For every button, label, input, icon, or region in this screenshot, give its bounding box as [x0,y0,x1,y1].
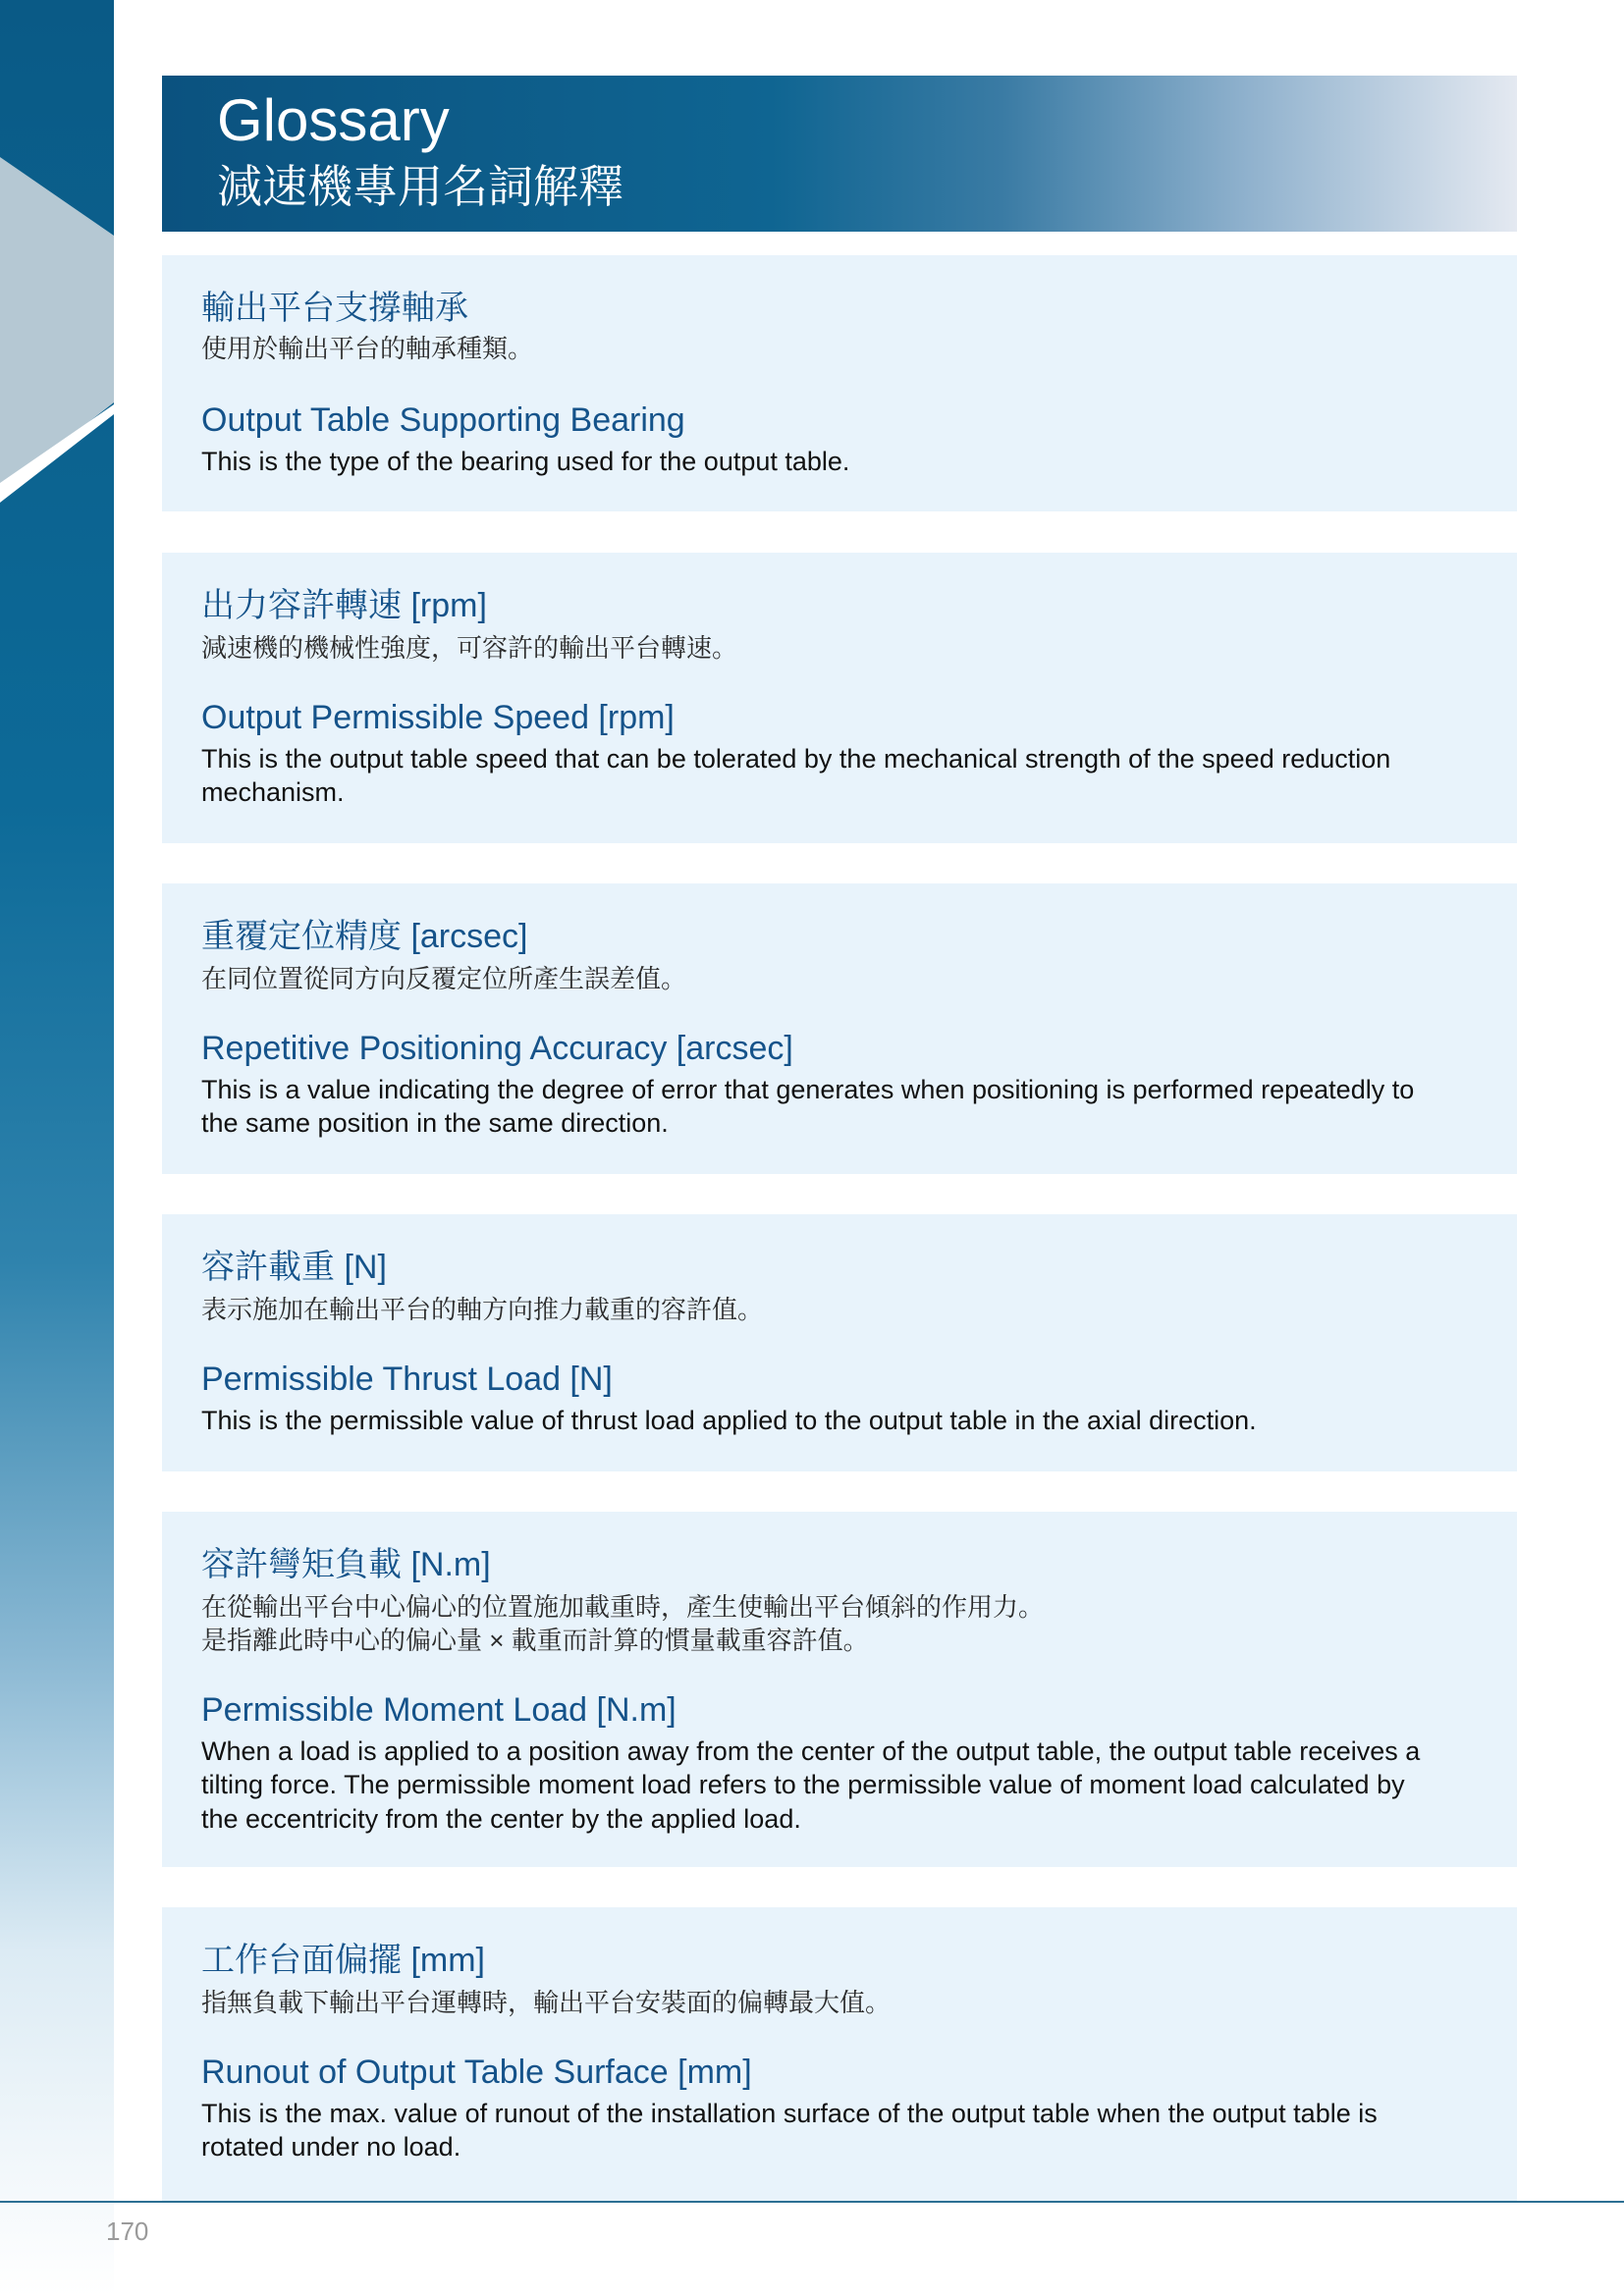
zh-term: 容許彎矩負載 [N.m] [201,1546,491,1583]
footer-divider [0,2201,1624,2203]
page-number: 170 [106,2216,149,2246]
page-subtitle: 減速機專用名詞解釋 [217,161,623,212]
en-description: When a load is applied to a position away from the center of the output table, the output table receives a tilting force. The permissible moment load refers to the permissible value of moment load calculated by the eccentricity from the center by the applied load. [201,1736,1421,1834]
en-term: Repetitive Positioning Accuracy [arcsec] [201,1030,793,1067]
sidebar-decoration [0,0,114,2296]
glossary-header [162,76,1517,232]
glossary-entry [162,1512,1517,1867]
glossary-entry [162,553,1517,843]
zh-description: 減速機的機械性強度，可容許的輸出平台轉速。 [201,633,738,663]
zh-description: 在從輸出平台中心偏心的位置施加載重時，產生使輸出平台傾斜的作用力。 是指離此時中心的偏心量 × 載重而計算的慣量載重容許值。 [201,1592,1045,1656]
en-description: This is the max. value of runout of the installation surface of the output table when the output table is rotated under no load. [201,2099,1378,2163]
triangle-decoration-icon [0,0,114,550]
en-term: Output Table Supporting Bearing [201,401,685,439]
zh-term: 輸出平台支撐軸承 [201,290,468,327]
en-description: This is the permissible value of thrust load applied to the output table in the axial direction. [201,1406,1257,1435]
zh-description: 使用於輸出平台的軸承種類。 [201,334,534,363]
en-term: Permissible Moment Load [N.m] [201,1691,677,1729]
zh-term: 工作台面偏擺 [mm] [201,1942,485,1979]
zh-term: 出力容許轉速 [rpm] [201,587,487,624]
glossary-entry [162,255,1517,511]
en-description: This is the output table speed that can be tolerated by the mechanical strength of the speed reduction mechanism. [201,744,1391,808]
en-description: This is a value indicating the degree of error that generates when positioning is performed repeatedly to the same position in the same direction. [201,1075,1415,1139]
en-term: Output Permissible Speed [rpm] [201,699,675,736]
glossary-entry [162,1214,1517,1471]
en-term: Runout of Output Table Surface [mm] [201,2054,752,2091]
zh-term: 容許載重 [N] [201,1249,387,1286]
zh-description: 指無負載下輸出平台運轉時，輸出平台安裝面的偏轉最大值。 [201,1988,892,2017]
en-term: Permissible Thrust Load [N] [201,1361,613,1398]
en-description: This is the type of the bearing used for the output table. [201,447,850,476]
zh-description: 表示施加在輸出平台的軸方向推力載重的容許值。 [201,1295,764,1324]
glossary-entry [162,1907,1517,2201]
glossary-entry [162,883,1517,1174]
zh-term: 重覆定位精度 [arcsec] [201,918,528,955]
page-title: Glossary [217,87,450,153]
zh-description: 在同位置從同方向反覆定位所產生誤差值。 [201,964,687,993]
